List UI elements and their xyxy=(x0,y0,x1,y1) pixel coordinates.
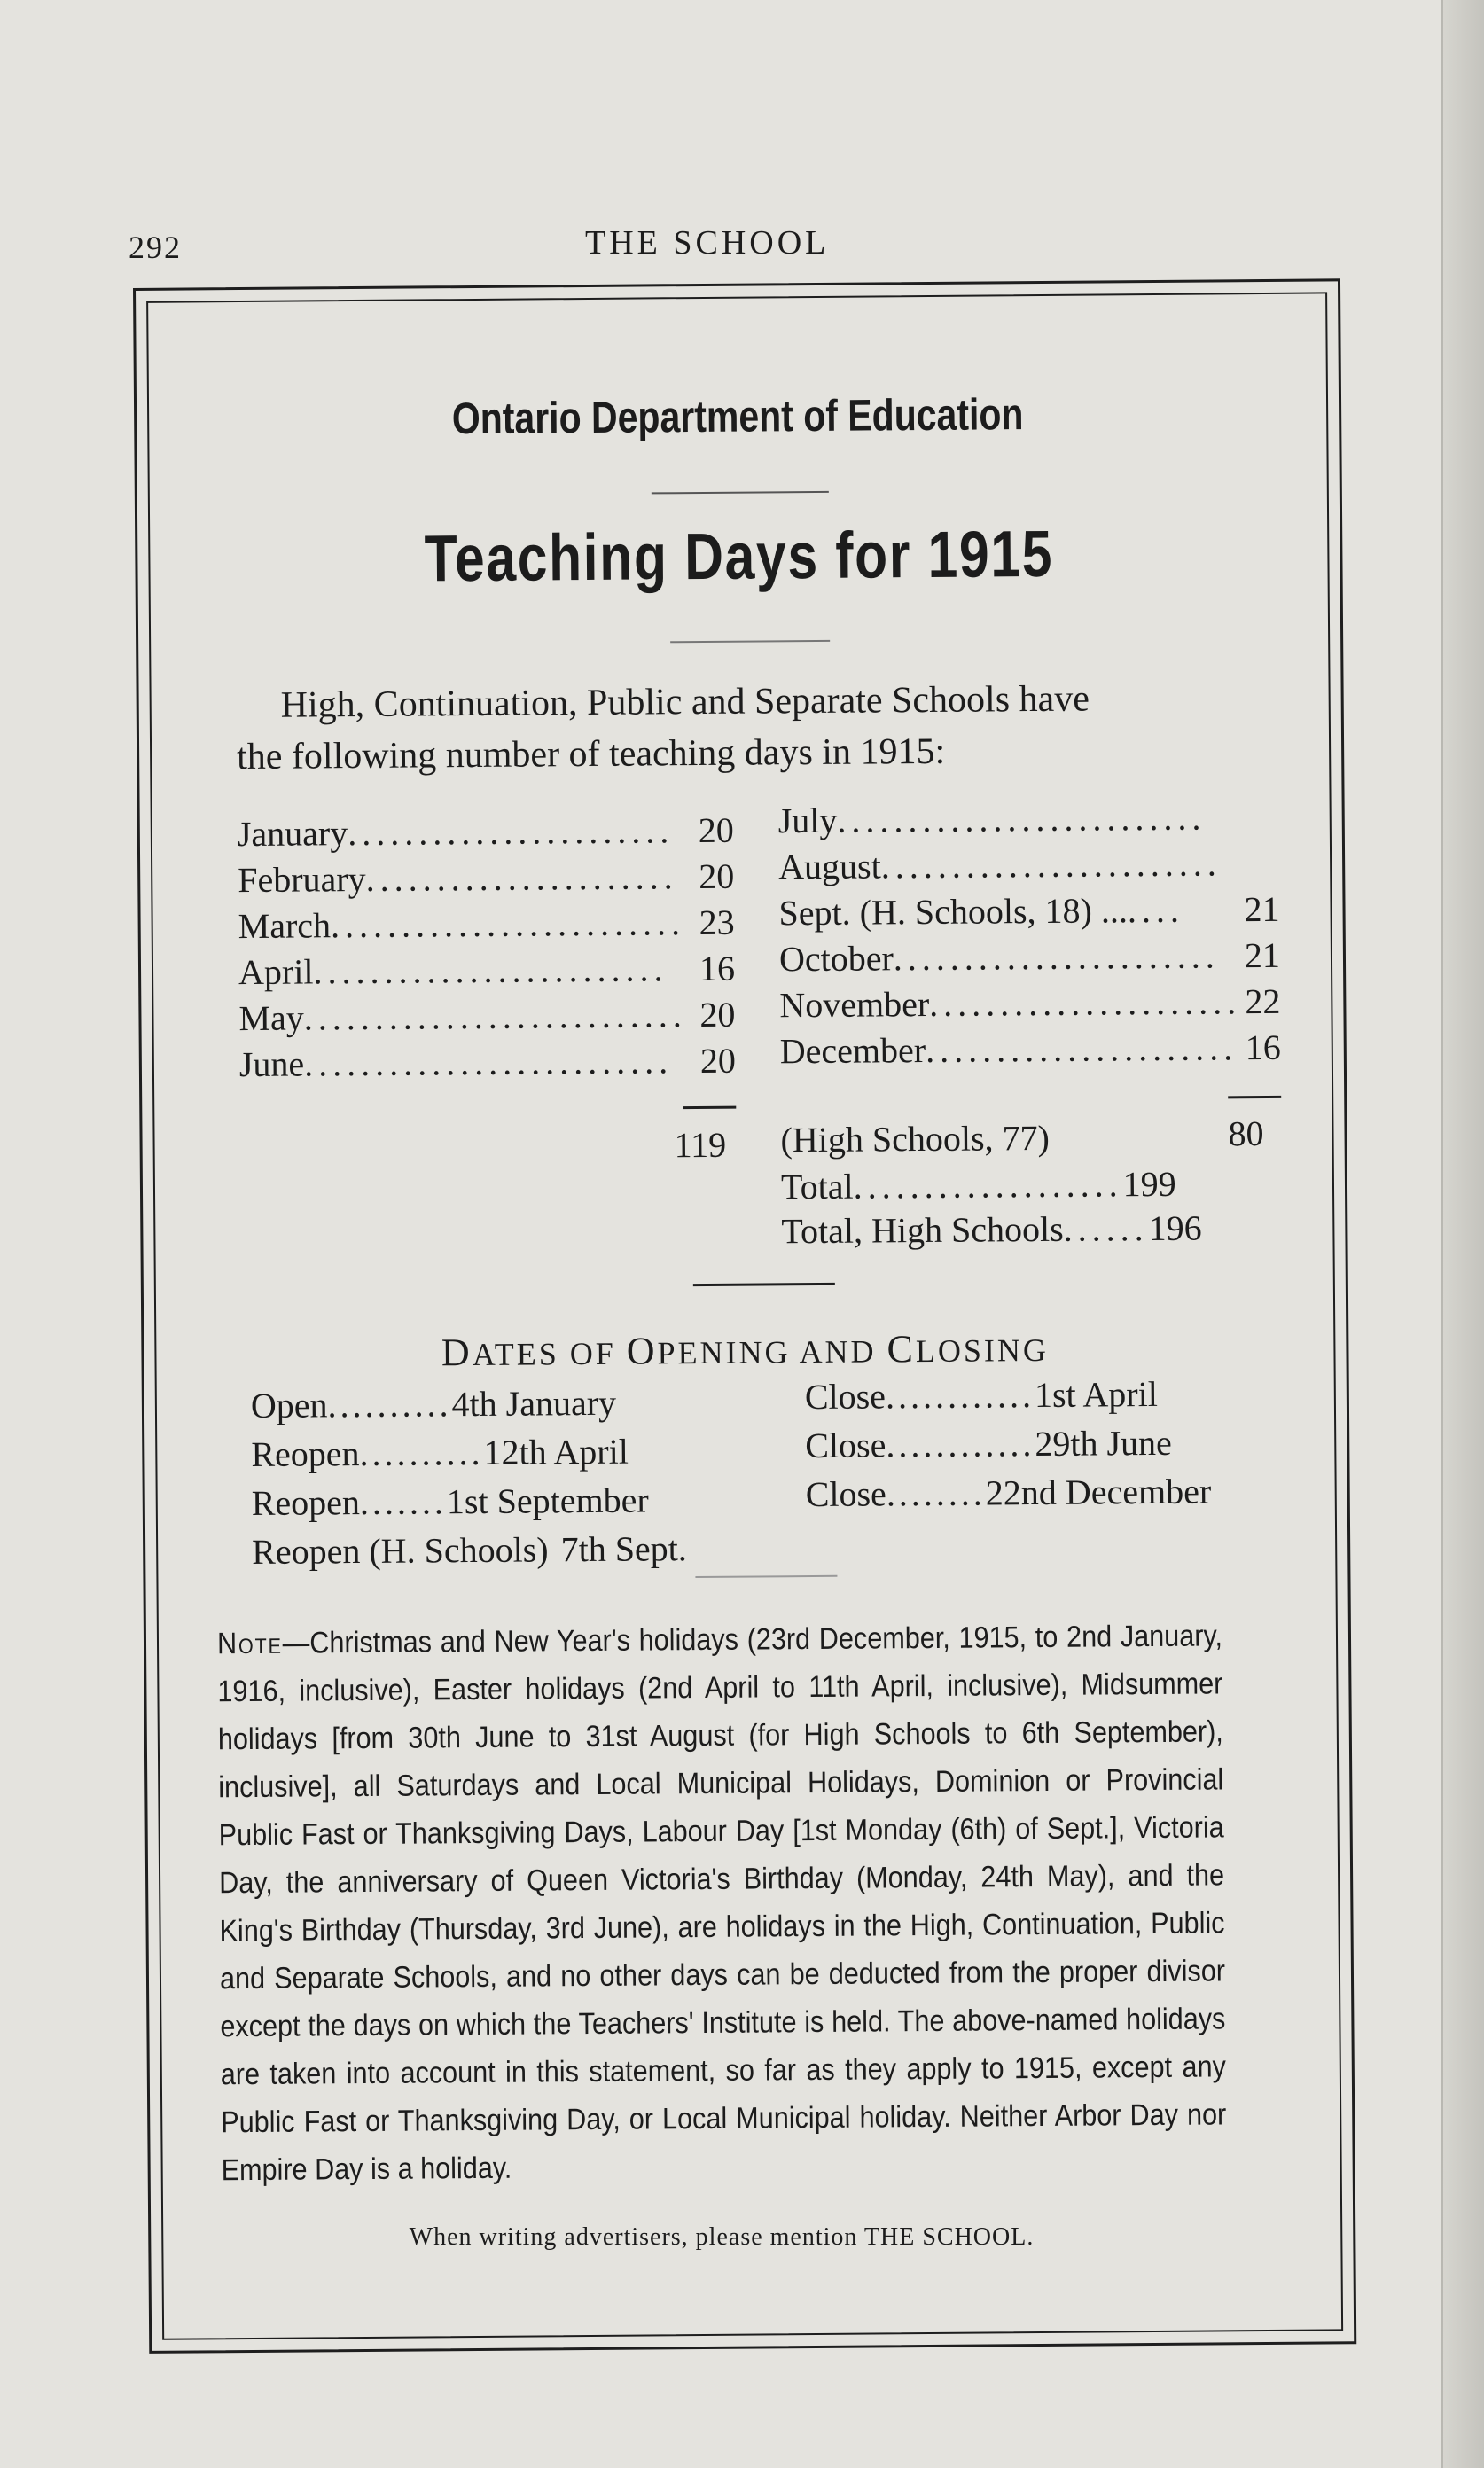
intro-line-2: the following number of teaching days in 1915: xyxy=(236,730,946,778)
page-edge xyxy=(1441,0,1484,2468)
month-name: May xyxy=(238,997,304,1039)
month-days: 16 xyxy=(699,948,736,989)
date-label: Close xyxy=(804,1376,886,1418)
leader-dots: .......... xyxy=(359,1432,484,1474)
month-name: October xyxy=(778,938,894,980)
total-row: Total...................199 xyxy=(780,1163,1176,1207)
dates-heading xyxy=(144,1323,1346,1378)
month-days: 20 xyxy=(698,809,734,851)
date-row xyxy=(805,1422,1172,1466)
note-paragraph xyxy=(217,1612,1227,2194)
heading-part: OF xyxy=(569,1335,616,1372)
leader-dots: ......................... xyxy=(330,902,686,946)
date-row xyxy=(252,1527,687,1573)
left-total-rule xyxy=(683,1106,736,1109)
divider-title xyxy=(670,640,830,643)
heading-part: LOSING xyxy=(915,1332,1050,1370)
intro-line-1: High, Continuation, Public and Separate Schools have xyxy=(280,678,1090,726)
date-row xyxy=(805,1373,1158,1418)
month-name: March xyxy=(238,905,332,947)
divider-top xyxy=(652,491,829,495)
date-value: 1st September xyxy=(446,1480,649,1522)
month-days: 22 xyxy=(1245,980,1281,1022)
leader-dots: ........................ xyxy=(880,843,1222,886)
date-row xyxy=(251,1382,617,1426)
month-row xyxy=(779,1027,1238,1072)
leader-dots: ............ xyxy=(886,1424,1035,1465)
month-name: June xyxy=(238,1043,305,1085)
date-label: Reopen xyxy=(251,1482,361,1523)
month-days: 16 xyxy=(1245,1027,1281,1068)
month-row xyxy=(238,855,678,901)
notice-frame xyxy=(133,278,1356,2354)
leader-dots: .......................... xyxy=(304,1041,674,1084)
total-value: 199 xyxy=(1122,1163,1176,1205)
month-name: April xyxy=(238,951,314,993)
date-row xyxy=(806,1470,1212,1515)
heading-part: PENING xyxy=(657,1334,791,1371)
months-left-column xyxy=(238,809,746,1132)
leader-dots: ............ xyxy=(885,1375,1035,1417)
month-row xyxy=(238,994,687,1039)
month-row xyxy=(778,796,1208,841)
right-subtotal: 80 xyxy=(1228,1113,1264,1154)
date-value: 7th Sept. xyxy=(560,1528,688,1570)
month-row xyxy=(237,809,675,855)
heading-part: AND xyxy=(799,1333,877,1371)
date-value: 22nd December xyxy=(985,1471,1212,1513)
right-total-rule xyxy=(1228,1096,1281,1098)
leader-dots: .... xyxy=(1127,889,1185,931)
total-high-label: Total, High Schools xyxy=(781,1208,1064,1252)
month-name: July xyxy=(777,800,838,841)
department-title: Ontario Department of Education xyxy=(451,389,1024,444)
month-days: 20 xyxy=(699,994,736,1035)
month-days xyxy=(1217,842,1279,843)
month-name: January xyxy=(237,813,348,855)
date-label: Close xyxy=(805,1473,887,1515)
leader-dots: ........ xyxy=(886,1472,987,1514)
month-days xyxy=(1217,796,1279,797)
month-name: August xyxy=(777,846,881,887)
leader-dots: ....................... xyxy=(348,810,675,854)
heading-cap: O xyxy=(626,1329,658,1373)
date-label: Open xyxy=(250,1385,328,1425)
divider-note xyxy=(695,1575,837,1578)
heading-cap: D xyxy=(441,1331,473,1375)
date-value: 12th April xyxy=(483,1431,629,1472)
month-days: 21 xyxy=(1244,934,1281,976)
leader-dots: ......................... xyxy=(313,949,668,992)
total-high-value: 196 xyxy=(1148,1207,1202,1249)
month-name: December xyxy=(779,1030,926,1072)
month-name: November xyxy=(779,983,930,1026)
month-days: 20 xyxy=(699,1040,737,1082)
month-row xyxy=(778,888,1208,933)
date-label: Reopen xyxy=(251,1433,360,1474)
date-label: Reopen (H. Schools) xyxy=(252,1529,549,1572)
leader-dots: .......... xyxy=(327,1384,452,1425)
month-days: 23 xyxy=(699,902,735,943)
month-row xyxy=(238,948,668,993)
leader-dots xyxy=(548,1529,560,1569)
leader-dots: ...................... xyxy=(925,1027,1238,1071)
month-days: 20 xyxy=(699,855,735,897)
intro-paragraph xyxy=(236,672,1261,783)
month-row xyxy=(238,1040,674,1085)
total-high-row: Total, High Schools......196 xyxy=(781,1207,1202,1252)
month-row xyxy=(238,902,686,947)
date-value: 4th January xyxy=(451,1382,617,1425)
date-value: 1st April xyxy=(1034,1373,1159,1416)
left-subtotal: 119 xyxy=(674,1124,727,1166)
dates-right-column xyxy=(804,1372,1319,1515)
leader-dots: ....................... xyxy=(893,935,1220,979)
leader-dots: ....... xyxy=(359,1481,448,1523)
date-row xyxy=(251,1431,629,1475)
month-row xyxy=(777,842,1222,887)
dates-left-column xyxy=(250,1381,747,1572)
note-label: Note xyxy=(216,1626,283,1661)
date-label: Close xyxy=(805,1425,886,1466)
notice-content xyxy=(136,281,1354,2351)
notice-title: Teaching Days for 1915 xyxy=(424,516,1054,596)
leader-dots: ........................... xyxy=(303,995,687,1038)
note-text: —Christmas and New Year's holidays (23rd December, 1915, to 2nd January, 1916, inclusive), Easter holidays (2nd April to 11th April, inclusive), Midsummer holidays [from 30th June to 31st August (for High Schools to 6th September), inclusive], all Saturdays and Local Municipal Holidays, Dominion or Provincial Public Fast or Thanksgiving Days, Labour Day [1st Monday (6th) of Sept.], Victoria Day, the anniversary of Queen Victoria's Birthday (Monday, 24th May), and the King's Birthday (Thursday, 3rd June), are holidays in the High, Continuation, Public and Separate Schools, and no other days can be deducted from the proper divisor except the days on which the Teachers' Institute is held. The above-named holidays are taken into account in this statement, so far as they apply to 1915, except any Public Fast or Thanksgiving Day, or Local Municipal holiday. Neither Arbor Day nor Empire Day is a holiday. xyxy=(217,1619,1227,2188)
date-row xyxy=(252,1479,649,1524)
month-row xyxy=(778,934,1220,980)
divider-dates xyxy=(693,1283,835,1286)
months-right-column xyxy=(778,796,1286,1119)
right-subtotal-label: (High Schools, 77) xyxy=(780,1117,1051,1160)
leader-dots: ...................... xyxy=(929,981,1242,1024)
heading-cap: C xyxy=(886,1327,917,1371)
month-name: Sept. (H. Schools, 18) ... xyxy=(778,890,1129,933)
date-value: 29th June xyxy=(1035,1422,1173,1464)
total-label: Total xyxy=(780,1166,854,1207)
footer-advert-note: When writing advertisers, please mention THE SCHOOL. xyxy=(409,2223,1035,2251)
month-name: February xyxy=(238,858,366,901)
running-head: THE SCHOOL xyxy=(585,224,830,262)
month-days: 21 xyxy=(1244,888,1280,930)
page-number: 292 xyxy=(129,230,182,265)
heading-part: ATES xyxy=(472,1336,559,1373)
leader-dots: ...................... xyxy=(365,856,678,899)
month-row xyxy=(779,980,1242,1026)
leader-dots: .......................... xyxy=(837,797,1207,840)
